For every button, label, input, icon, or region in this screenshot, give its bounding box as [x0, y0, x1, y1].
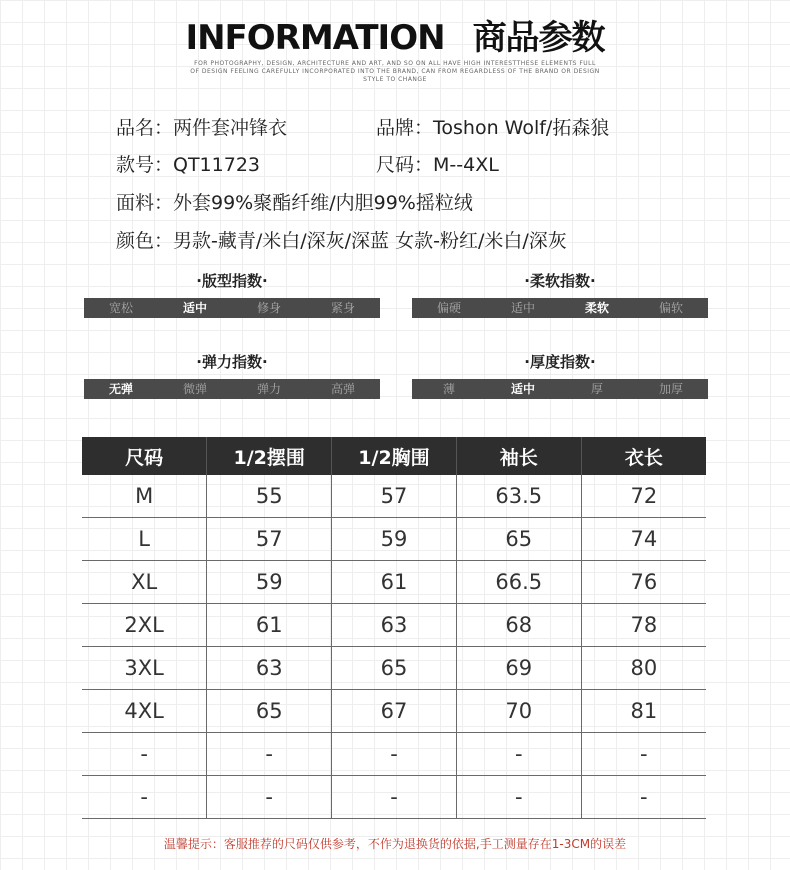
thickness-option: 加厚	[658, 382, 683, 396]
fit-option: 适中	[182, 301, 207, 315]
table-cell: -	[207, 733, 332, 776]
product-size-range: 尺码：M--4XL	[376, 154, 499, 176]
table-cell: -	[456, 733, 581, 776]
softness-index-bar	[412, 298, 708, 318]
table-cell: -	[332, 733, 457, 776]
table-cell: -	[456, 776, 581, 819]
table-cell: 2XL	[82, 604, 207, 647]
table-cell: 57	[332, 475, 457, 518]
table-cell: 68	[456, 604, 581, 647]
header-hem: 1/2摆围	[207, 437, 332, 475]
table-cell: 65	[332, 647, 457, 690]
table-row	[82, 690, 706, 733]
elasticity-option: 高弹	[330, 382, 355, 396]
size-table-header	[82, 437, 706, 475]
fit-option: 紧身	[330, 301, 355, 315]
fit-index-bar	[84, 298, 380, 318]
table-cell: 65	[207, 690, 332, 733]
table-cell: 69	[456, 647, 581, 690]
elasticity-option: 无弹	[108, 382, 133, 396]
header-chest: 1/2胸围	[332, 437, 457, 475]
table-row	[82, 776, 706, 819]
table-cell: 63.5	[456, 475, 581, 518]
table-cell: 61	[207, 604, 332, 647]
table-row	[82, 561, 706, 604]
table-cell: 66.5	[456, 561, 581, 604]
table-cell: XL	[82, 561, 207, 604]
table-cell: 59	[207, 561, 332, 604]
title-en: INFORMATION	[185, 18, 445, 58]
page-title	[0, 10, 790, 59]
product-name: 品名：两件套冲锋衣	[116, 117, 288, 139]
thickness-option: 厚	[590, 382, 603, 396]
product-fabric: 面料：外套99%聚酯纤维/内胆99%摇粒绒	[116, 192, 473, 214]
softness-option: 适中	[510, 301, 535, 315]
fit-index-title: ·版型指数·	[196, 272, 268, 290]
table-cell: 57	[207, 518, 332, 561]
table-cell: 63	[332, 604, 457, 647]
product-colors: 颜色：男款-藏青/米白/深灰/深蓝 女款-粉红/米白/深灰	[116, 230, 567, 252]
softness-option: 偏硬	[436, 301, 461, 315]
table-cell: 76	[581, 561, 706, 604]
fine-print: FOR PHOTOGRAPHY, DESIGN, ARCHITECTURE AND ART, AND SO ON ALL HAVE HIGH INTERESTTHESE ELEMENTS FULL OF DESIGN FEELING CAREFULLY INCORPORATED INTO THE BRAND, CAN FROM REGARDLESS OF THE BRAND OR DESIGN STYLE TO CHANGE	[190, 60, 600, 83]
header-length: 衣长	[581, 437, 706, 475]
table-cell: -	[207, 776, 332, 819]
table-cell: -	[82, 733, 207, 776]
table-cell: 61	[332, 561, 457, 604]
elasticity-option: 弹力	[256, 382, 281, 396]
table-cell: 65	[456, 518, 581, 561]
elasticity-index-bar	[84, 379, 380, 399]
header-sleeve: 袖长	[456, 437, 581, 475]
table-cell: 59	[332, 518, 457, 561]
softness-index-title: ·柔软指数·	[524, 272, 596, 290]
table-cell: -	[581, 776, 706, 819]
disclaimer-note: 温馨提示：客服推荐的尺码仅供参考，不作为退换货的依据,手工测量存在1-3CM的误差	[163, 837, 627, 851]
table-row	[82, 604, 706, 647]
header-size: 尺码	[82, 437, 207, 475]
table-cell: -	[581, 733, 706, 776]
table-cell: 72	[581, 475, 706, 518]
table-cell: 81	[581, 690, 706, 733]
table-row	[82, 518, 706, 561]
softness-option: 柔软	[584, 301, 609, 315]
softness-option: 偏软	[658, 301, 683, 315]
table-cell: 74	[581, 518, 706, 561]
product-brand: 品牌：Toshon Wolf/拓森狼	[376, 117, 610, 139]
table-cell: 78	[581, 604, 706, 647]
table-cell: 4XL	[82, 690, 207, 733]
fit-option: 修身	[256, 301, 281, 315]
table-cell: 70	[456, 690, 581, 733]
product-style-no: 款号：QT11723	[116, 154, 261, 176]
table-cell: 67	[332, 690, 457, 733]
elasticity-index-title: ·弹力指数·	[196, 353, 268, 371]
table-cell: 3XL	[82, 647, 207, 690]
table-cell: 55	[207, 475, 332, 518]
thickness-index-title: ·厚度指数·	[524, 353, 596, 371]
table-cell: L	[82, 518, 207, 561]
elasticity-option: 微弹	[182, 382, 207, 396]
fit-option: 宽松	[108, 301, 133, 315]
thickness-option: 适中	[510, 382, 535, 396]
table-cell: -	[332, 776, 457, 819]
size-table	[82, 437, 706, 819]
title-cn: 商品参数	[472, 18, 605, 58]
table-row	[82, 475, 706, 518]
thickness-option: 薄	[442, 382, 455, 396]
table-cell: 80	[581, 647, 706, 690]
table-cell: M	[82, 475, 207, 518]
table-row	[82, 733, 706, 776]
table-cell: -	[82, 776, 207, 819]
thickness-index-bar	[412, 379, 708, 399]
table-row	[82, 647, 706, 690]
table-cell: 63	[207, 647, 332, 690]
